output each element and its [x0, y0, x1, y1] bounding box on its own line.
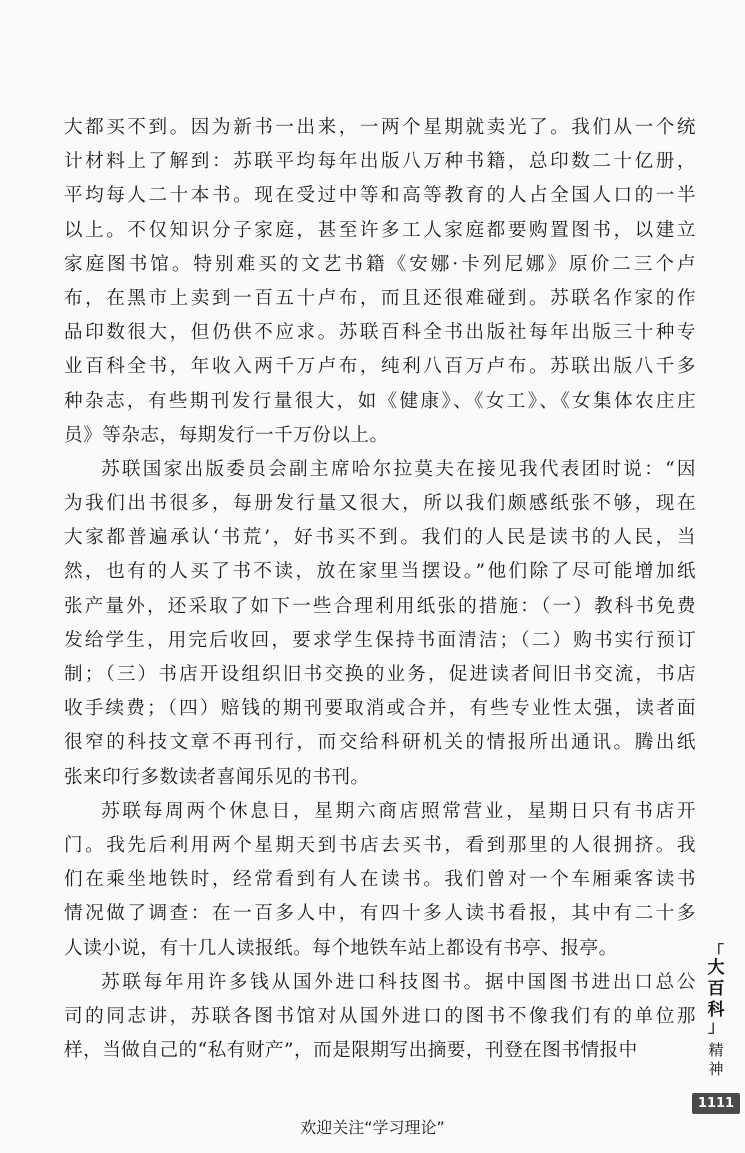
text-line: 布，在黑市上卖到一百五十卢布，而且还很难碰到。苏联名作家的作	[64, 287, 696, 309]
text-line: 发给学生，用完后收回，要求学生保持书面清洁；（二）购书实行预订	[64, 629, 696, 651]
text-line: 然，也有的人买了书不读，放在家里当摆设。”他们除了尽可能增加纸	[64, 561, 696, 583]
text-line: 制；（三）书店开设组织旧书交换的业务，促进读者间旧书交流，书店	[64, 664, 696, 685]
paragraph	[64, 453, 696, 795]
paragraph	[64, 966, 696, 1069]
text-line: 人读小说，有十几人读报纸。每个地铁车站上都设有书亭、报亭。	[64, 937, 618, 959]
text-line: 为我们出书很多，每册发行量又很大，所以我们颇感纸张不够，现在	[64, 493, 696, 515]
body-text	[64, 111, 696, 1068]
side-tab-sub-char: 精	[708, 1041, 724, 1059]
text-line: 业百科全书，年收入两千万卢布，纯利八百万卢布。苏联出版八千多	[64, 356, 696, 378]
text-line: 大家都普遍承认‘书荒’，好书买不到。我们的人民是读书的人民，当	[64, 527, 696, 549]
text-line: 情况做了调查：在一百多人中，有四十多人读书看报，其中有二十多	[64, 903, 696, 925]
text-line: 门。我先后利用两个星期天到书店去买书，看到那里的人很拥挤。我	[64, 834, 696, 856]
footer-caption: 欢迎关注“学习理论”	[300, 1118, 445, 1137]
text-line: 张产量外，还采取了如下一些合理利用纸张的措施：（一）教科书免费	[64, 595, 696, 617]
text-line: 苏联每年用许多钱从国外进口科技图书。据中国图书进出口总公	[101, 971, 696, 993]
text-line: 种杂志，有些期刊发行量很大，如《健康》、《女工》、《女集体农庄庄	[64, 390, 696, 412]
paragraph	[64, 795, 696, 966]
text-line: 以上。不仅知识分子家庭，甚至许多工人家庭都要购置图书，以建立	[64, 219, 696, 241]
text-line: 大都买不到。因为新书一出来，一两个星期就卖光了。我们从一个统	[64, 117, 696, 138]
text-line: 家庭图书馆。特别难买的文艺书籍《安娜·卡列尼娜》原价二三个卢	[64, 253, 696, 275]
text-line: 样，当做自己的“私有财产”，而是限期写出摘要，刊登在图书情报中	[64, 1040, 638, 1062]
side-tab-sub-char: 神	[708, 1060, 724, 1078]
side-tab-char: 百	[707, 979, 725, 999]
side-tab-char: 科	[707, 1000, 725, 1020]
side-tab-open-bracket: 「	[707, 942, 724, 961]
paragraph	[64, 111, 696, 453]
side-tab-label	[704, 942, 728, 1079]
side-tab-close-bracket: 」	[707, 1017, 724, 1036]
page-number: 1111	[692, 1093, 740, 1114]
text-line: 员》等杂志，每期发行一千万份以上。	[64, 424, 389, 446]
text-line: 很窄的科技文章不再刊行，而交给科研机关的情报所出通讯。腾出纸	[64, 732, 696, 754]
text-line: 平均每人二十本书。现在受过中等和高等教育的人占全国人口的一半	[64, 185, 696, 207]
text-line: 苏联每周两个休息日，星期六商店照常营业，星期日只有书店开	[101, 800, 696, 822]
text-line: 张来印行多数读者喜闻乐见的书刊。	[64, 766, 370, 788]
text-line: 计材料上了解到：苏联平均每年出版八万种书籍，总印数二十亿册，	[64, 151, 696, 173]
text-line: 收手续费；（四）赔钱的期刊要取消或合并，有些专业性太强，读者面	[64, 698, 696, 720]
text-line: 们在乘坐地铁时，经常看到有人在读书。我们曾对一个车厢乘客读书	[64, 869, 696, 891]
text-line: 司的同志讲，苏联各图书馆对从国外进口的图书不像我们有的单位那	[64, 1005, 696, 1027]
text-line: 苏联国家出版委员会副主席哈尔拉莫夫在接见我代表团时说：“因	[101, 458, 696, 480]
side-tab-char: 大	[707, 958, 725, 978]
text-line: 品印数很大，但仍供不应求。苏联百科全书出版社每年出版三十种专	[64, 322, 696, 344]
